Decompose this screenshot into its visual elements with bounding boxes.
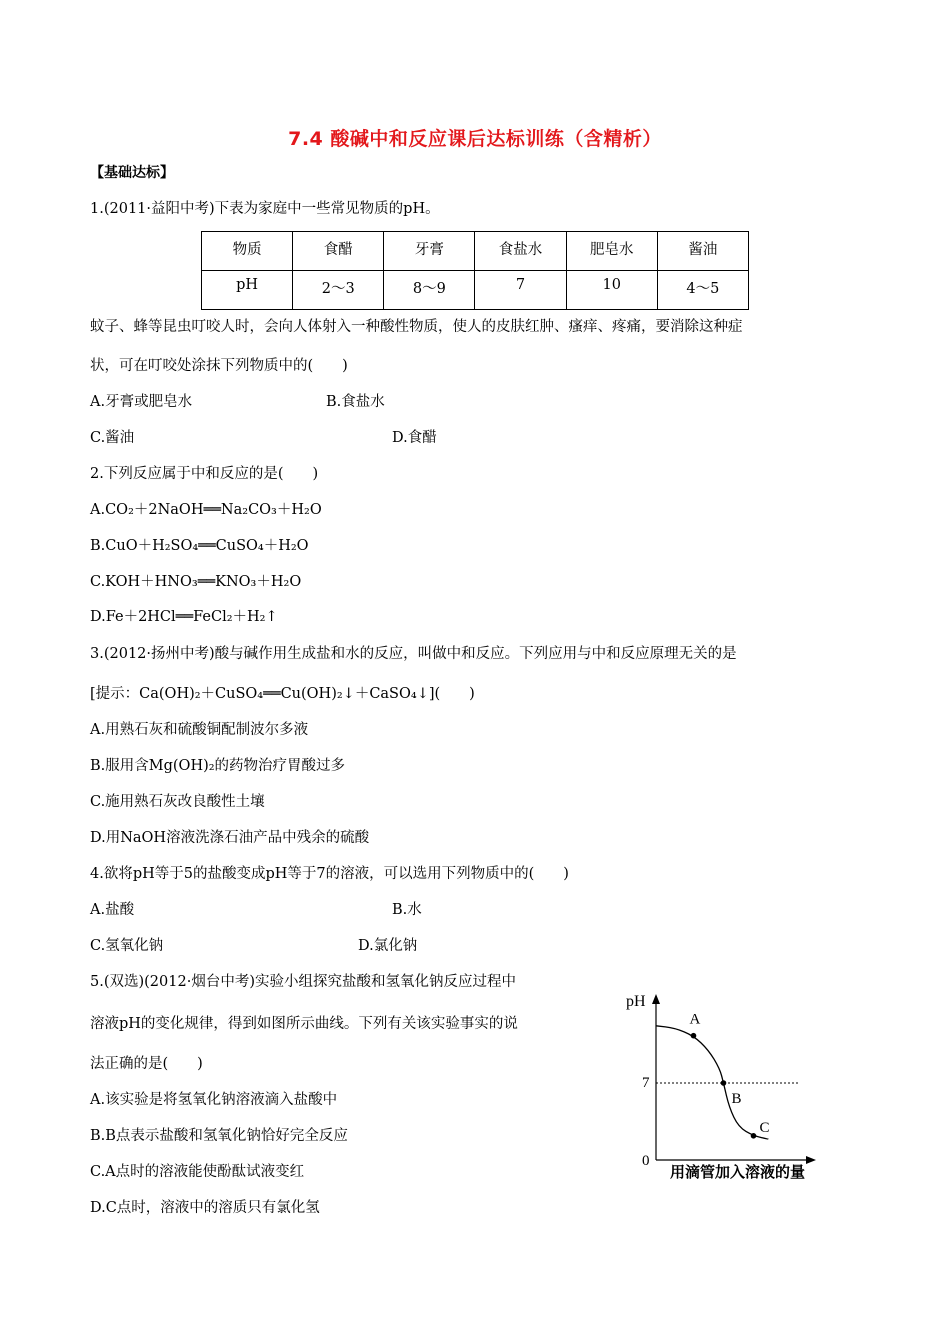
q2-option-a: A.CO₂＋2NaOH══Na₂CO₃＋H₂O [90, 502, 322, 518]
q5-text-line2: 溶液pH的变化规律，得到如图所示曲线。下列有关该实验事实的说 [90, 1016, 518, 1032]
q4-stem: 4.欲将pH等于5的盐酸变成pH等于7的溶液，可以选用下列物质中的( ) [90, 866, 569, 882]
q3-text-line1: 3.(2012·扬州中考)酸与碱作用生成盐和水的反应，叫做中和反应。下列应用与中和反应原理无关的是 [90, 646, 737, 662]
q3-option-a: A.用熟石灰和硫酸铜配制波尔多液 [90, 722, 309, 738]
table-cell: 物质 [202, 232, 293, 271]
q5-text-line3: 法正确的是( ) [90, 1056, 203, 1072]
table-cell: pH [202, 271, 293, 310]
q1-text-line2: 状，可在叮咬处涂抹下列物质中的( ) [90, 358, 348, 374]
q3-text-line2: [提示：Ca(OH)₂＋CuSO₄══Cu(OH)₂↓＋CaSO₄↓]( ) [90, 686, 475, 702]
q3-option-b: B.服用含Mg(OH)₂的药物治疗胃酸过多 [90, 758, 346, 774]
table-cell: 7 [475, 271, 566, 310]
table-cell: 酱油 [657, 232, 748, 271]
ph-table [201, 231, 749, 310]
point-label-b: B [731, 1091, 742, 1107]
q2-option-b: B.CuO＋H₂SO₄══CuSO₄＋H₂O [90, 538, 309, 554]
table-cell: 食盐水 [475, 232, 566, 271]
point-c [751, 1133, 757, 1139]
q5-option-a: A.该实验是将氢氧化钠溶液滴入盐酸中 [90, 1092, 338, 1108]
q2-option-d: D.Fe＋2HCl══FeCl₂＋H₂↑ [90, 609, 278, 625]
q1-stem: 1.(2011·益阳中考)下表为家庭中一些常见物质的pH。 [90, 201, 440, 217]
q5-option-d: D.C点时，溶液中的溶质只有氯化氢 [90, 1200, 320, 1216]
q4-option-c: C.氢氧化钠 [90, 938, 164, 954]
point-label-a: A [689, 1011, 701, 1028]
table-cell: 肥皂水 [566, 232, 657, 271]
x-axis-arrow [806, 1156, 816, 1164]
q4-option-b: B.水 [392, 902, 422, 918]
q1-option-d: D.食醋 [392, 430, 437, 446]
point-a [691, 1033, 697, 1039]
y-axis-label: pH [626, 993, 646, 1010]
origin-label: 0 [642, 1153, 650, 1169]
q3-option-d: D.用NaOH溶液洗涤石油产品中残余的硫酸 [90, 830, 370, 846]
table-cell: 2～3 [293, 271, 384, 310]
x-axis-label: 用滴管加入溶液的量 [670, 1165, 806, 1181]
q4-option-d: D.氯化钠 [358, 938, 418, 954]
table-row [202, 271, 749, 310]
table-cell: 10 [566, 271, 657, 310]
q2-stem: 2.下列反应属于中和反应的是( ) [90, 466, 319, 482]
q1-option-c: C.酱油 [90, 430, 135, 446]
q5-option-b: B.B点表示盐酸和氢氧化钠恰好完全反应 [90, 1128, 348, 1144]
table-cell: 8～9 [384, 271, 475, 310]
point-label-c: C [759, 1119, 770, 1136]
ph-curve-chart [618, 978, 818, 1188]
table-cell: 牙膏 [384, 232, 475, 271]
q1-text-line1: 蚊子、蜂等昆虫叮咬人时，会向人体射入一种酸性物质，使人的皮肤红肿、瘙痒、疼痛，要消除这种症 [90, 319, 743, 335]
point-b [721, 1080, 727, 1086]
q1-option-a: A.牙膏或肥皂水 [90, 394, 193, 410]
q5-option-c: C.A点时的溶液能使酚酞试液变红 [90, 1164, 305, 1180]
table-cell: 4～5 [657, 271, 748, 310]
q3-option-c: C.施用熟石灰改良酸性土壤 [90, 794, 265, 810]
table-row [202, 232, 749, 271]
page-title: 7.4 酸碱中和反应课后达标训练（含精析） [288, 128, 662, 150]
q5-text-line1: 5.(双选)(2012·烟台中考)实验小组探究盐酸和氢氧化钠反应过程中 [90, 974, 516, 990]
y-axis-arrow [652, 994, 660, 1004]
table-cell: 食醋 [293, 232, 384, 271]
section-heading: 【基础达标】 [90, 165, 174, 181]
q1-option-b: B.食盐水 [326, 394, 385, 410]
y-tick-label: 7 [642, 1075, 650, 1091]
q2-option-c: C.KOH＋HNO₃══KNO₃＋H₂O [90, 574, 302, 590]
q4-option-a: A.盐酸 [90, 902, 135, 918]
ph-curve [656, 1026, 769, 1139]
